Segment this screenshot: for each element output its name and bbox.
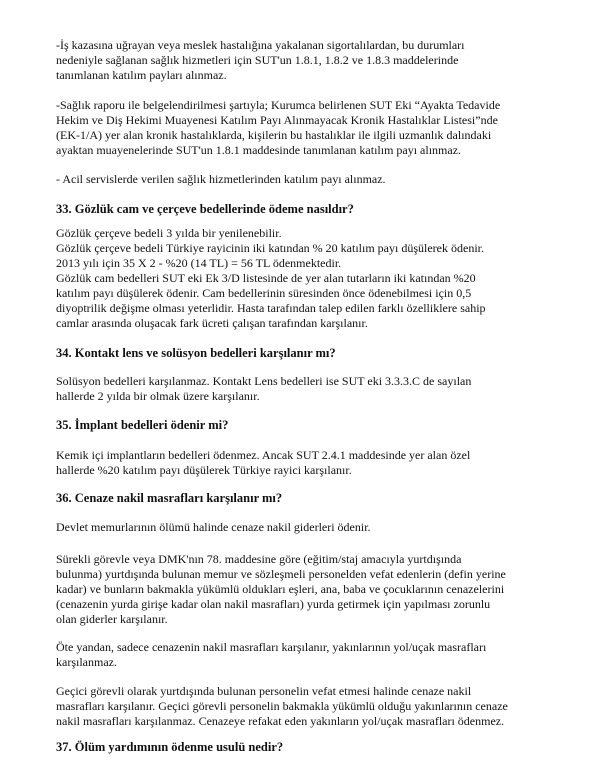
- text-line: hallerde 2 yılda bir olmak üzere karşılanır.: [56, 389, 260, 403]
- text-line: Gözlük cam bedelleri SUT eki Ek 3/D listesinde de yer alan tutarların iki katından %20: [56, 271, 476, 285]
- text-line: Gözlük çerçeve bedeli Türkiye rayicinin iki katından % 20 katılım payı düşülerek ödenir.: [56, 241, 484, 255]
- heading-text: 33. Gözlük cam ve çerçeve bedellerinde ödeme nasıldır?: [56, 202, 354, 216]
- paragraph-implant: [56, 448, 552, 478]
- heading-37: [56, 740, 552, 755]
- text-line: diyoptrilik değişme olması yeterlidir. Hasta tarafından talep edilen farklı özelliklere sahip: [56, 301, 486, 315]
- text-line: -İş kazasına uğrayan veya meslek hastalığına yakalanan sigortalılardan, bu durumları: [56, 38, 465, 52]
- text-line: tanımlanan katılım payları alınmaz.: [56, 68, 227, 82]
- text-line: olan giderler karşılanır.: [56, 612, 168, 626]
- text-line: bulunma) yurtdışında bulunan memur ve sözleşmeli personelden vefat edenlerin (defin yerine: [56, 567, 506, 581]
- paragraph-chronic-diseases: [56, 98, 552, 158]
- text-line: masrafları karşılanır. Geçici görevli personelin bakmakla yükümlü olduğu yakınlarının cenaze: [56, 699, 508, 713]
- text-line: nakil masrafları karşılanmaz. Cenazeye refakat eden yakınların yol/uçak masrafları ödenmez.: [56, 714, 505, 728]
- text-line: Geçici görevli olarak yurtdışında bulunan personelin vefat etmesi halinde cenaze nakil: [56, 684, 472, 698]
- heading-34: [56, 346, 552, 361]
- text-line: Hekim ve Diş Hekimi Muayenesi Katılım Payı Alınmayacak Kronik Hastalıklar Listesi”nde: [56, 113, 498, 127]
- paragraph-glasses: [56, 226, 552, 331]
- text-line: Kemik içi implantların bedelleri ödenmez. Ancak SUT 2.4.1 maddesinde yer alan özel: [56, 448, 471, 462]
- heading-35: [56, 418, 552, 433]
- text-line: karşılanmaz.: [56, 655, 117, 669]
- heading-36: [56, 491, 552, 506]
- heading-text: 35. İmplant bedelleri ödenir mi?: [56, 418, 229, 432]
- paragraph-occupational-accident: [56, 38, 552, 83]
- heading-text: 37. Ölüm yardımının ödenme usulü nedir?: [56, 740, 284, 754]
- text-line: Gözlük çerçeve bedeli 3 yılda bir yenilenebilir.: [56, 226, 282, 240]
- heading-33: [56, 202, 552, 217]
- paragraph-contact-lens: [56, 374, 552, 404]
- text-line: hallerde %20 katılım payı düşülerek Türkiye rayici karşılanır.: [56, 463, 352, 477]
- text-line: nedeniyle sağlanan sağlık hizmetleri için SUT'un 1.8.1, 1.8.2 ve 1.8.3 maddelerinde: [56, 53, 459, 67]
- heading-text: 36. Cenaze nakil masrafları karşılanır mı?: [56, 491, 283, 505]
- text-line: Öte yandan, sadece cenazenin nakil masrafları karşılanır, yakınlarının yol/uçak masrafları: [56, 640, 487, 654]
- paragraph-civil-servants: [56, 520, 552, 535]
- text-line: kadar) ve bunların bakmakla yükümlü oldukları eşleri, ana, baba ve çocuklarının cenazelerini: [56, 582, 505, 596]
- text-line: 2013 yılı için 35 X 2 - %20 (14 TL) = 56 TL ödenmektedir.: [56, 256, 342, 270]
- text-line: Solüsyon bedelleri karşılanmaz. Kontakt Lens bedelleri ise SUT eki 3.3.3.C de sayılan: [56, 374, 472, 388]
- paragraph-temporary-duty: [56, 684, 552, 729]
- text-line: Sürekli görevle veya DMK'nın 78. maddesine göre (eğitim/staj amacıyla yurtdışında: [56, 552, 462, 566]
- heading-text: 34. Kontakt lens ve solüsyon bedelleri karşılanır mı?: [56, 346, 336, 360]
- text-line: camlar arasında oluşacak fark ücreti çalışan tarafından karşılanır.: [56, 316, 368, 330]
- text-line: Devlet memurlarının ölümü halinde cenaze nakil giderleri ödenir.: [56, 520, 371, 534]
- text-line: -Sağlık raporu ile belgelendirilmesi şartıyla; Kurumca belirlenen SUT Eki “Ayakta Tedavide: [56, 98, 501, 112]
- text-line: - Acil servislerde verilen sağlık hizmetlerinden katılım payı alınmaz.: [56, 172, 386, 186]
- paragraph-only-transport: [56, 640, 552, 670]
- text-line: (cenazenin yurda girişe kadar olan nakil masrafları) yurda getirmek için yapılması zorunlu: [56, 597, 491, 611]
- text-line: katılım payı düşülerek ödenir. Cam bedellerinin süresinden önce ödenebilmesi için 0,5: [56, 286, 472, 300]
- text-line: ayaktan muayenelerinde SUT'un 1.8.1 maddesinde tanımlanan katılım payı alınmaz.: [56, 143, 462, 157]
- text-line: (EK-1/A) yer alan kronik hastalıklarda, kişilerin bu hastalıklar ile ilgili uzmanlık dalındaki: [56, 128, 492, 142]
- paragraph-emergency: [56, 172, 552, 187]
- paragraph-permanent-duty: [56, 552, 552, 627]
